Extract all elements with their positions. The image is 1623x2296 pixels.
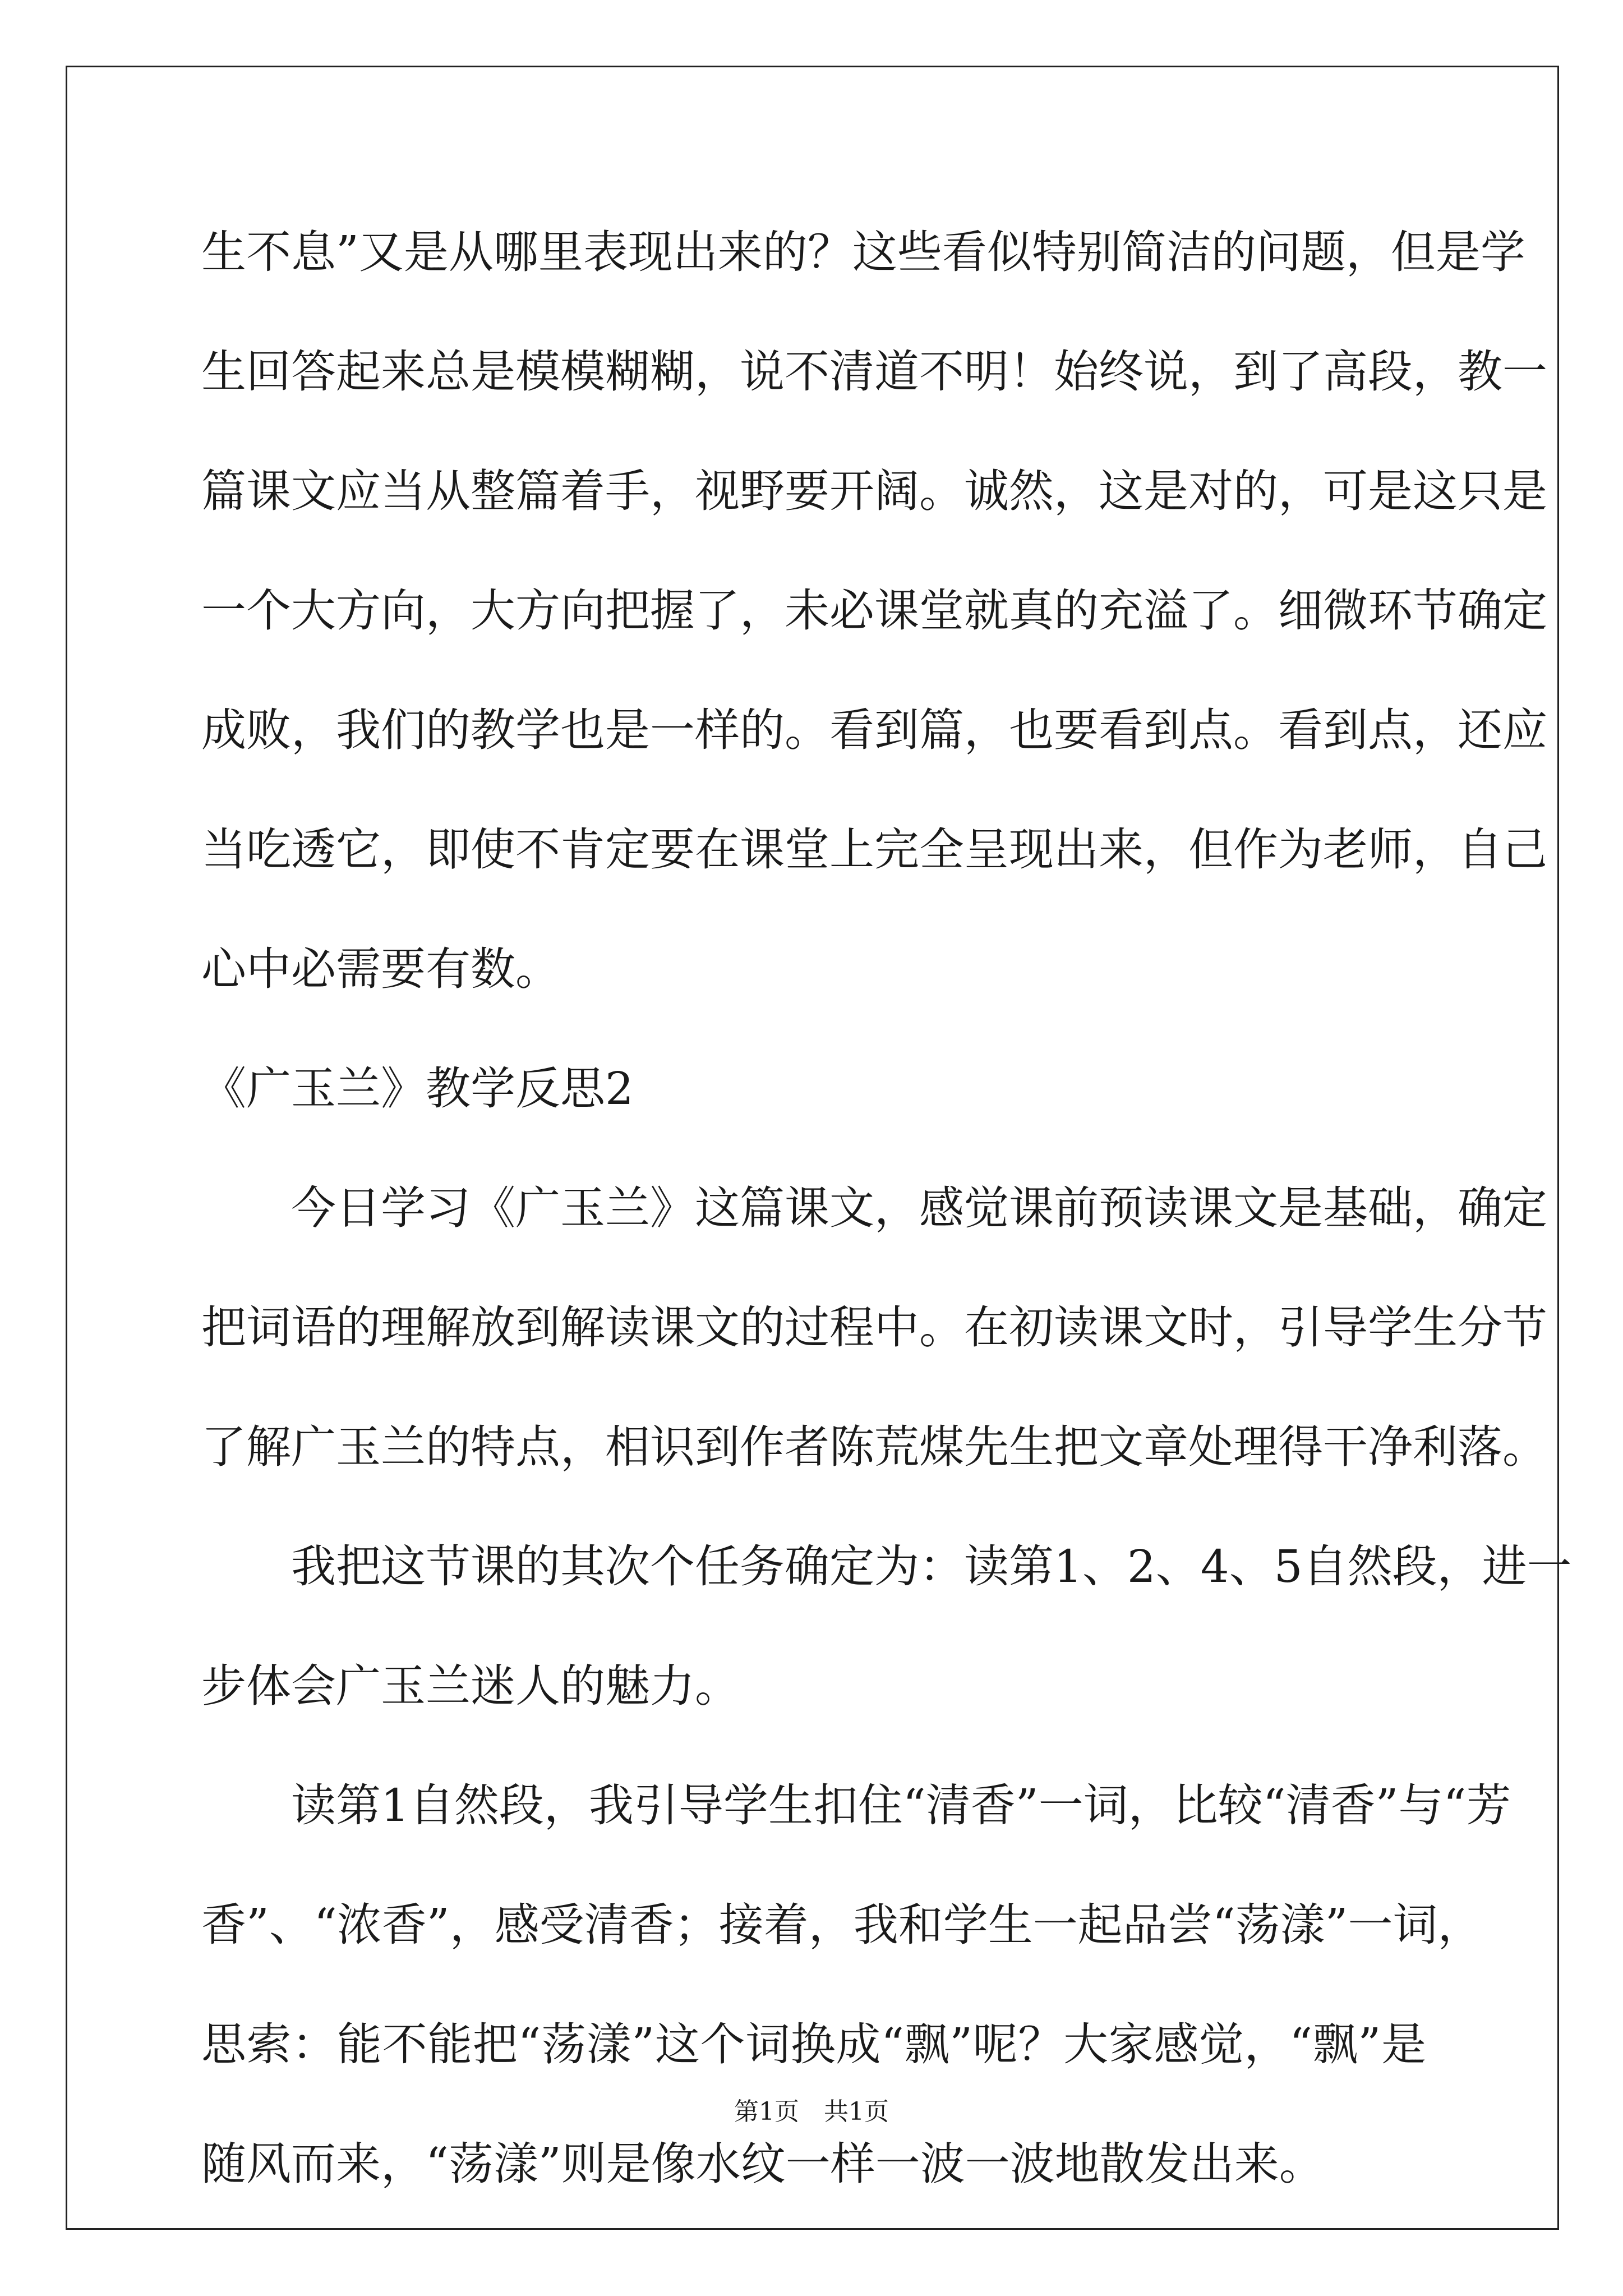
text-line: 生回答起来总是模模糊糊，说不清道不明！始终说，到了高段，教一 <box>201 346 1547 398</box>
total-pages: 共1页 <box>824 2097 889 2126</box>
text-line: 成败，我们的教学也是一样的。看到篇，也要看到点。看到点，还应 <box>201 704 1547 756</box>
paragraph-first-line: 我把这节课的其次个任务确定为：读第1、2、4、5自然段，进一 <box>291 1540 1572 1593</box>
text-line: 生不息”又是从哪里表现出来的？这些看似特别简洁的问题，但是学 <box>201 226 1525 278</box>
text-line: 香”、“浓香”，感受清香；接着，我和学生一起品尝“荡漾”一词， <box>201 1899 1483 1951</box>
text-line: 随风而来，“荡漾”则是像水纹一样一波一波地散发出来。 <box>201 2138 1324 2190</box>
page-number: 第1页 <box>734 2097 799 2126</box>
paragraph-first-line: 今日学习《广玉兰》这篇课文，感觉课前预读课文是基础，确定 <box>291 1182 1547 1234</box>
text-line: 了解广玉兰的特点，相识到作者陈荒煤先生把文章处理得干净利落。 <box>201 1421 1547 1473</box>
text-line: 当吃透它，即使不肯定要在课堂上完全呈现出来，但作为老师，自己 <box>201 823 1547 876</box>
text-line: 篇课文应当从整篇着手，视野要开阔。诚然，这是对的，可是这只是 <box>201 465 1547 517</box>
text-line: 思索：能不能把“荡漾”这个词换成“飘”呢？大家感觉，“飘”是 <box>201 2018 1426 2070</box>
text-line: 把词语的理解放到解读课文的过程中。在初读课文时，引导学生分节 <box>201 1301 1547 1354</box>
text-line: 心中必需要有数。 <box>201 943 560 995</box>
section-heading: 《广玉兰》教学反思2 <box>201 1062 634 1115</box>
text-line: 步体会广玉兰迷人的魅力。 <box>201 1660 740 1712</box>
paragraph-first-line: 读第1自然段，我引导学生扣住“清香”一词，比较“清香”与“芳 <box>291 1779 1511 1832</box>
text-line: 一个大方向，大方向把握了，未必课堂就真的充溢了。细微环节确定 <box>201 585 1547 637</box>
page-footer <box>0 2095 1623 2129</box>
